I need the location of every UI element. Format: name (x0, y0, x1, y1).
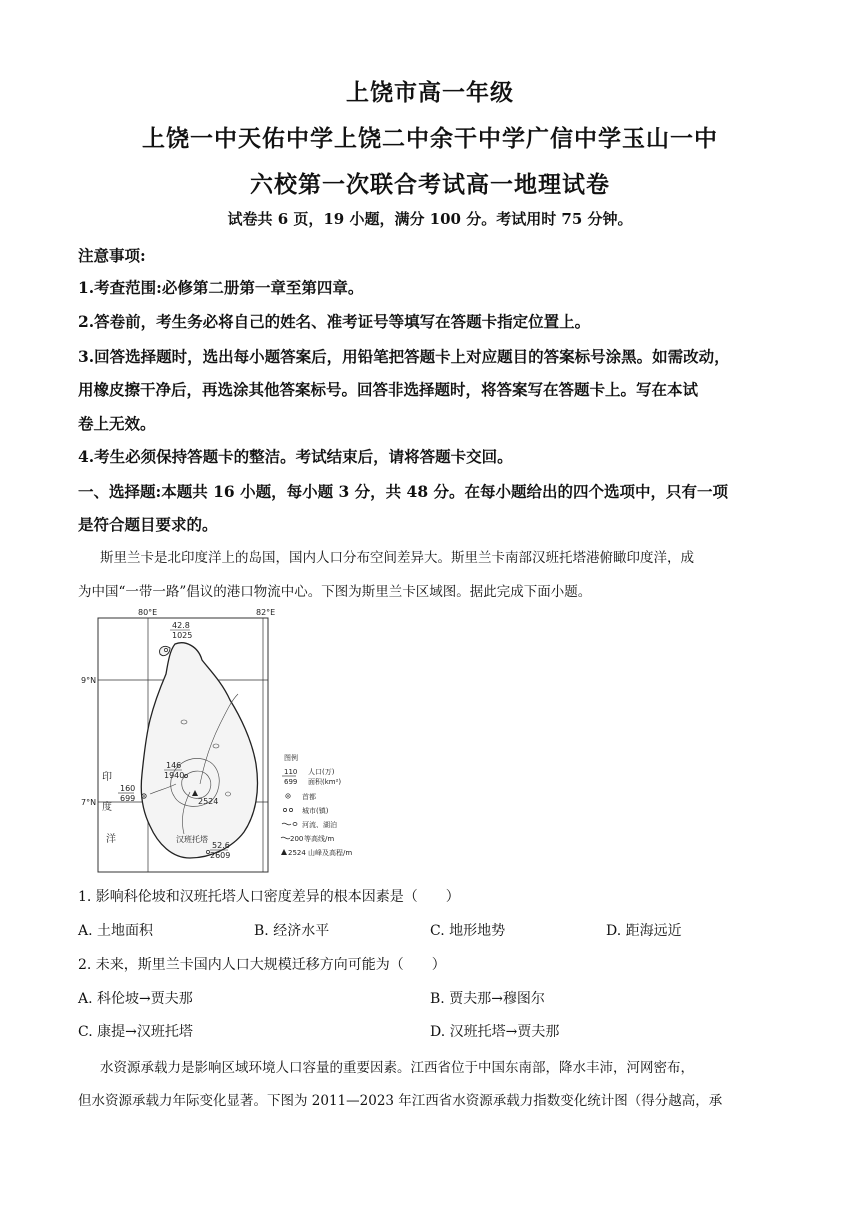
legend-peak-label: 2524 山峰及高程/m (288, 849, 353, 857)
lat-label-9n: 9°N (81, 676, 97, 685)
port-label: 汉班托塔 (176, 835, 208, 844)
capital-marker-dot (143, 795, 145, 797)
sea-label-2: 度 (102, 802, 112, 813)
lat-label-7n: 7°N (81, 798, 97, 807)
legend-contour-num: 200 (290, 835, 304, 843)
notice-item-1: 1.考查范围:必修第二册第一章至第四章。 (78, 278, 364, 297)
notice-item-3-line1: 3.回答选择题时，选出每小题答案后，用铅笔把答题卡上对应题目的答案标号涂黑。如需改动， (78, 347, 730, 366)
exam-title-line2: 上饶一中天佑中学上饶二中余干中学广信中学玉山一中 (142, 125, 718, 152)
north-area-label: 1025 (172, 631, 193, 640)
legend-river-label: 河流、湖泊 (302, 821, 337, 829)
lon-label-80e: 80°E (138, 608, 158, 617)
lon-label-82e: 82°E (256, 608, 276, 617)
q2-option-c[interactable]: C. 康提→汉班托塔 (78, 1024, 193, 1040)
q2-option-b[interactable]: B. 贾夫那→穆图尔 (430, 991, 545, 1007)
island-outline (141, 643, 257, 858)
q2-option-d[interactable]: D. 汉班托塔→贾夫那 (430, 1024, 560, 1040)
legend-capital-dot (287, 795, 289, 797)
colombo-area-label: 699 (120, 794, 136, 803)
legend-pop-label: 人口(万) (308, 768, 335, 776)
exam-title-line1: 上饶市高一年级 (346, 79, 514, 106)
exam-subtitle: 试卷共 6 页，19 小题，满分 100 分。考试用时 75 分钟。 (227, 210, 633, 228)
south-area-label: 2609 (210, 851, 231, 860)
q2-stem: 2. 未来，斯里兰卡国内人口大规模迁移方向可能为（ ） (78, 957, 446, 973)
north-pop-label: 42.8 (172, 621, 190, 630)
q1-option-d[interactable]: D. 距海远近 (606, 923, 682, 939)
sea-label-1: 印 (102, 772, 112, 783)
sea-label-3: 洋 (106, 834, 116, 845)
passage2-line1: 水资源承载力是影响区域环境人口容量的重要因素。江西省位于中国东南部，降水丰沛，河网密布， (100, 1060, 694, 1076)
legend-contour-icon (281, 837, 290, 839)
legend-area-label: 面积(km²) (308, 778, 342, 786)
sri-lanka-map (80, 604, 380, 876)
notice-item-4: 4.考生必须保持答题卡的整洁。考试结束后，请将答题卡交回。 (78, 447, 513, 466)
legend-title: 图例 (284, 754, 298, 762)
passage2-line2: 但水资源承载力年际变化显著。下图为 2011—2023 年江西省水资源承载力指数变化统计图（得分越高，承 (78, 1093, 723, 1109)
passage1-line2: 为中国“一带一路”倡议的港口物流中心。下图为斯里兰卡区域图。据此完成下面小题。 (78, 584, 592, 600)
legend-city-label: 城市(镇) (302, 807, 329, 815)
q1-stem: 1. 影响科伦坡和汉班托塔人口密度差异的根本因素是（ ） (78, 889, 460, 905)
notice-item-3-line2: 用橡皮擦干净后，再选涂其他答案标号。回答非选择题时，将答案写在答题卡上。写在本试 (78, 380, 699, 399)
q2-option-a[interactable]: A. 科伦坡→贾夫那 (78, 991, 193, 1007)
kandy-area-label: 1940 (164, 771, 185, 780)
legend-city-icon (283, 808, 286, 811)
passage1-line1: 斯里兰卡是北印度洋上的岛国，国内人口分布空间差异大。斯里兰卡南部汉班托塔港俯瞰印度洋，成 (100, 550, 694, 566)
peak-label: 2524 (198, 797, 219, 806)
legend-town-icon (289, 808, 292, 811)
notice-heading: 注意事项: (78, 246, 146, 265)
q1-option-c[interactable]: C. 地形地势 (430, 923, 506, 939)
legend-contour-label: 等高线/m (304, 835, 335, 843)
section-heading-line1: 一、选择题:本题共 16 小题，每小题 3 分，共 48 分。在每小题给出的四个选项中，只有一项 (78, 482, 729, 501)
kandy-pop-label: 146 (166, 761, 182, 770)
colombo-pop-label: 160 (120, 784, 136, 793)
notice-item-3-line3: 卷上无效。 (78, 414, 156, 433)
legend-pop-value: 110 (284, 768, 298, 776)
notice-item-2: 2.答卷前，考生务必将自己的姓名、准考证号等填写在答题卡指定位置上。 (78, 312, 591, 331)
exam-title-line3: 六校第一次联合考试高一地理试卷 (250, 171, 610, 198)
q1-option-b[interactable]: B. 经济水平 (254, 923, 330, 939)
legend-river-icon (282, 823, 297, 826)
q1-option-a[interactable]: A. 土地面积 (78, 923, 154, 939)
legend-peak-icon (281, 849, 287, 855)
section-heading-line2: 是符合题目要求的。 (78, 515, 218, 534)
legend-capital-label: 首都 (302, 793, 316, 801)
south-pop-label: 52.6 (212, 841, 230, 850)
legend-area-value: 699 (284, 778, 298, 786)
